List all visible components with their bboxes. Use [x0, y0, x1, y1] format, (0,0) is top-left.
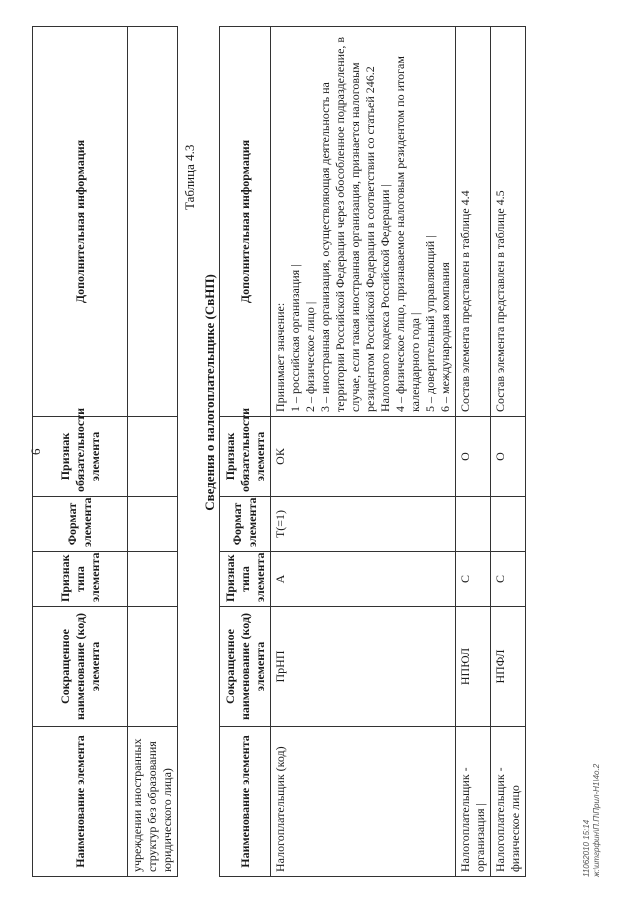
table-row [271, 27, 456, 877]
element-name-cell: Налогоплательщик (код) [271, 727, 456, 877]
header-cell: Дополнительная информация [220, 27, 271, 417]
header-cell: Сокращенное наименование (код) элемента [220, 607, 271, 727]
info-value: 1 – российская организация | [288, 264, 302, 412]
table-row [128, 27, 178, 877]
element-required-cell: ОК [271, 417, 456, 497]
element-code-cell [128, 607, 178, 727]
element-format-cell [128, 497, 178, 552]
page-number: 6 [28, 448, 43, 455]
header-cell: Признак типа элемента [220, 552, 271, 607]
element-name-cell: Налогоплательщик - организация | [456, 727, 491, 877]
header-cell: Наименование элемента [220, 727, 271, 877]
header-cell: Сокращенное наименование (код) элемента [33, 607, 128, 727]
element-code-cell: НПФЛ [491, 607, 526, 727]
header-cell: Формат элемента [33, 497, 128, 552]
info-value: 3 – иностранная организация, осуществляющая деятельность на территории Российской Федерации через обособленное подразделение, в случае, если такая иностранная организация, признается налоговым резидентом Российской Федерации в соответствии со статьей 246.2 Налогового кодекса Российской Федерации | [318, 36, 392, 412]
header-cell: Наименование элемента [33, 727, 128, 877]
element-info-cell: Состав элемента представлен в таблице 4.5 [491, 27, 526, 417]
element-required-cell: О [491, 417, 526, 497]
table-row [491, 27, 526, 877]
section-title: Сведения о налогоплательщике (СвНП) [202, 274, 217, 511]
info-value: 2 – физическое лицо | [303, 301, 317, 412]
footer-file-mark [582, 764, 603, 877]
table-label: Таблица 4.3 [182, 144, 197, 210]
element-info-cell [128, 27, 178, 417]
element-type-cell: С [491, 552, 526, 607]
element-code-cell: НПЮЛ [456, 607, 491, 727]
element-format-cell: Т(=1) [271, 497, 456, 552]
element-type-cell: С [456, 552, 491, 607]
element-required-cell: О [456, 417, 491, 497]
continued-elements-table [32, 26, 178, 877]
element-info-cell: Состав элемента представлен в таблице 4.4 [456, 27, 491, 417]
table-header-row [33, 27, 128, 877]
info-value: 5 – доверительный управляющий | [423, 235, 437, 412]
info-intro: Принимает значение: [273, 302, 287, 412]
header-cell: Признак обязательности элемента [220, 417, 271, 497]
element-name-cell: Налогоплательщик - физическое лицо [491, 727, 526, 877]
footer-mark-line: ж:\итгрфин\П.П\Прил-Н1\4о.2 [592, 763, 602, 877]
table-row [456, 27, 491, 877]
info-value: 4 – физическое лицо, признаваемое налоговым резидентом по итогам календарного года | [393, 56, 422, 412]
element-code-cell: ПрНП [271, 607, 456, 727]
header-cell: Формат элемента [220, 497, 271, 552]
header-cell: Признак типа элемента [33, 552, 128, 607]
element-required-cell [128, 417, 178, 497]
header-cell: Дополнительная информация [33, 27, 128, 417]
table-header-row [220, 27, 271, 877]
header-cell: Признак обязательности элемента [33, 417, 128, 497]
taxpayer-info-table [219, 26, 526, 877]
element-name-cell: учреждении иностранных структур без образования юридического лица) [128, 727, 178, 877]
element-format-cell [456, 497, 491, 552]
element-format-cell [491, 497, 526, 552]
footer-mark-line: 11062010 15:14 [582, 819, 591, 877]
element-info-cell [271, 27, 456, 417]
element-type-cell: А [271, 552, 456, 607]
element-type-cell [128, 552, 178, 607]
info-value: 6 – международная компания [438, 262, 452, 412]
